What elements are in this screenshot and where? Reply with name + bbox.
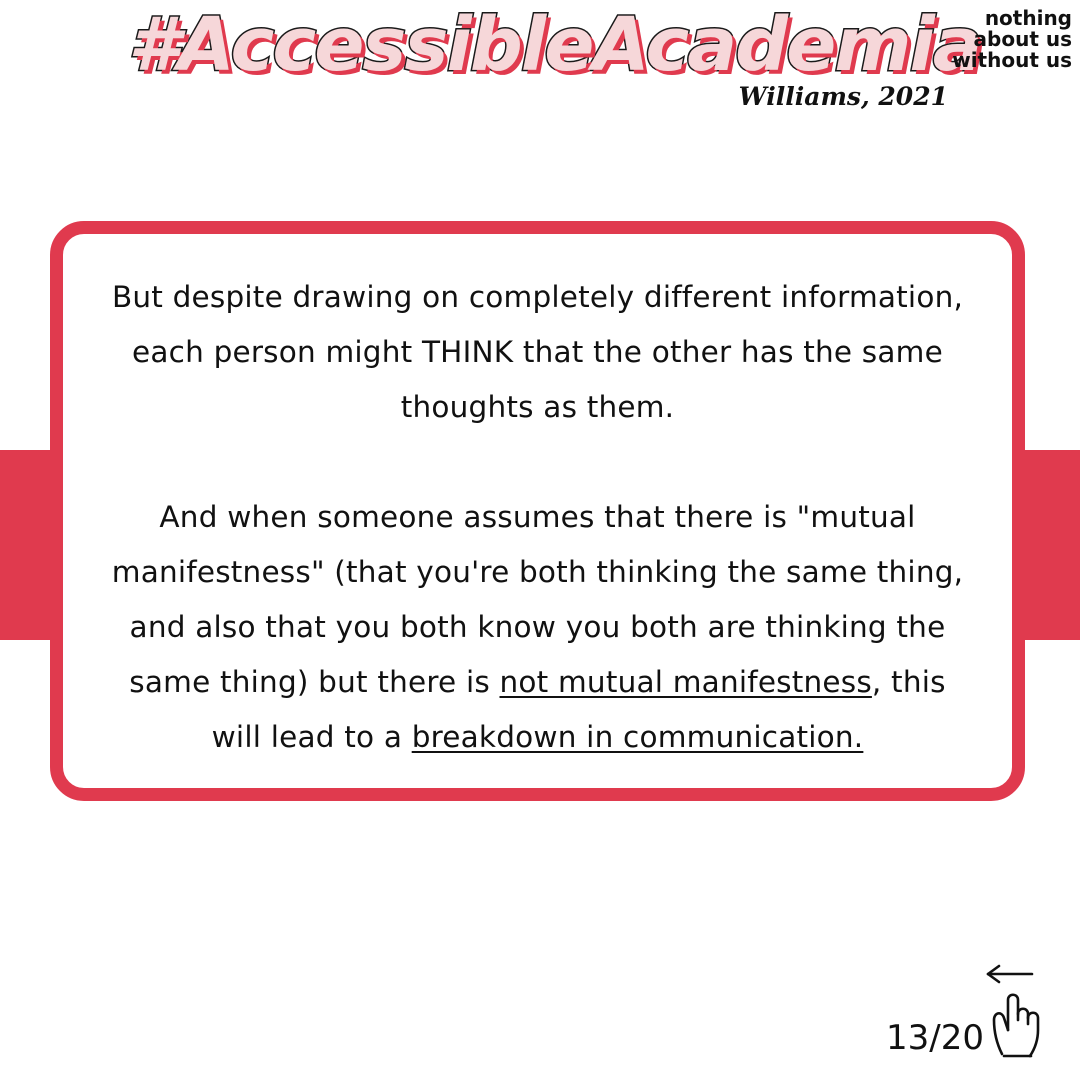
paragraph-2-emphasis-1: not mutual manifestness bbox=[499, 665, 872, 699]
tagline-line-2: about us bbox=[973, 27, 1072, 51]
page-number: 13/20 bbox=[886, 1018, 984, 1058]
footer bbox=[0, 920, 1080, 1080]
header bbox=[0, 0, 1080, 120]
paragraph-spacer bbox=[111, 435, 964, 490]
citation-attribution: Williams, 2021 bbox=[738, 82, 948, 111]
tagline bbox=[952, 8, 1072, 71]
page-title: #AccessibleAcademia bbox=[128, 2, 981, 88]
right-accent-bar bbox=[1018, 450, 1080, 640]
paragraph-2-emphasis-2: breakdown in communication. bbox=[411, 720, 864, 754]
card-paragraph-2 bbox=[111, 490, 964, 765]
tagline-line-1: nothing bbox=[984, 6, 1072, 30]
paragraph-2-text-a: And when someone assumes that there is "mutual manifestness" (that you're both thinking the same thing, and also that you both know you both are thinking the same thing) but there is bbox=[111, 500, 964, 699]
paragraph-2-text-b: , this will lead to a bbox=[211, 665, 946, 754]
swipe-left-hand-icon bbox=[982, 958, 1062, 1062]
content-card bbox=[50, 221, 1025, 801]
card-paragraph-1: But despite drawing on completely different information, each person might THINK that the other has the same thoughts as them. bbox=[111, 280, 964, 424]
tagline-line-3: without us bbox=[952, 48, 1072, 72]
